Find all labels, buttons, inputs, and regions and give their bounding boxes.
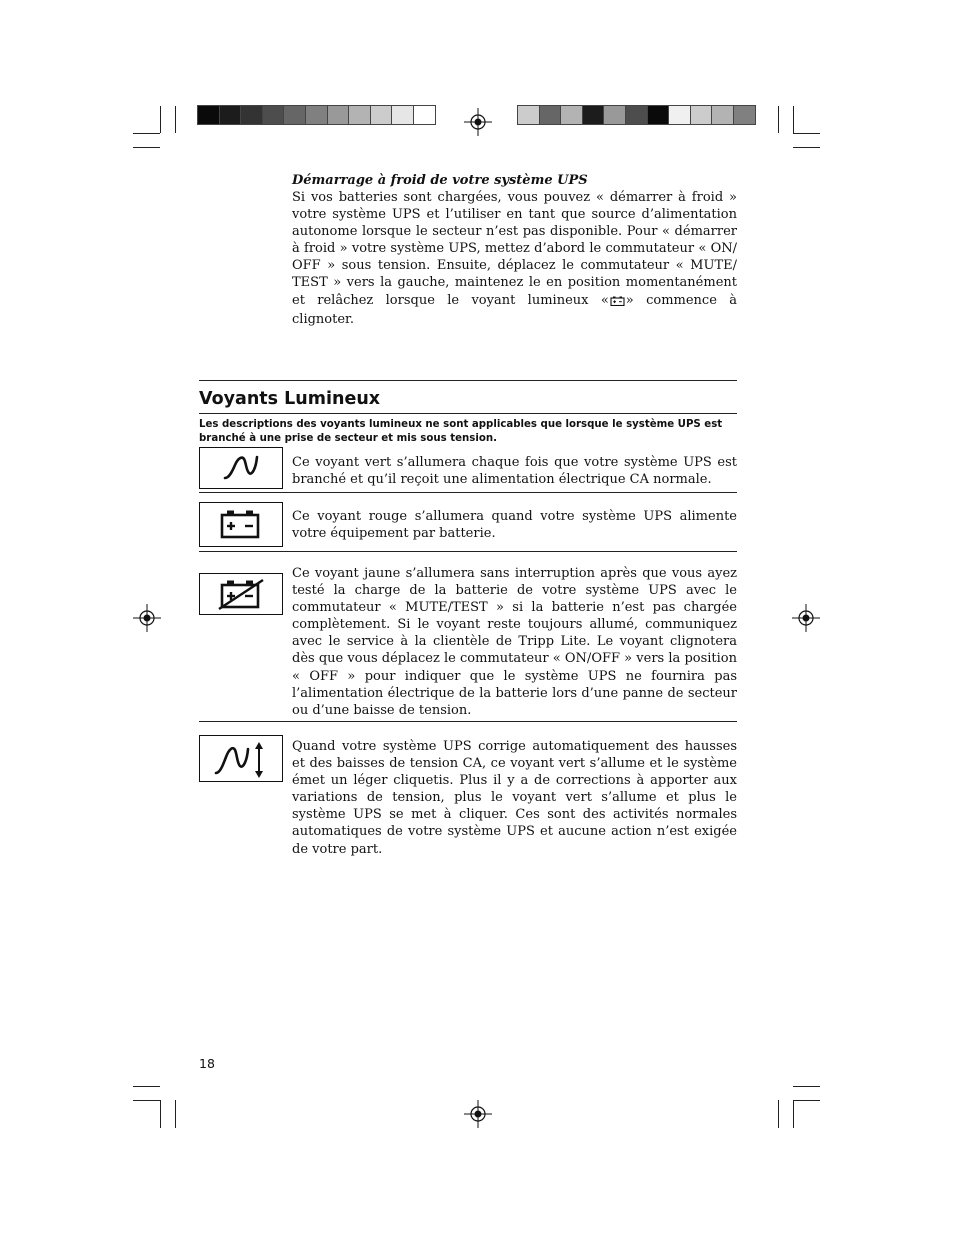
registration-mark-icon <box>792 604 820 632</box>
color-swatch <box>603 105 626 125</box>
color-swatch <box>690 105 713 125</box>
crop-mark <box>778 1100 779 1128</box>
crop-mark <box>793 147 820 148</box>
color-swatch <box>240 105 263 125</box>
led-icon-box <box>199 573 283 615</box>
led-description: Ce voyant jaune s’allumera sans interruption après que vous ayez testé la charge de la batterie de votre système UPS avec le commutateur « MUTE/TEST » si la batterie n’est pas chargée complètement. Si le voyant reste toujours allumé, communiquez avec le service à la clientèle de Tripp Lite. Le voyant clignotera dès que vous déplacez le commutateur « ON/OFF » vers la position « OFF » pour indiquer que le système UPS ne fournira pas l’alimentation électrique de la batterie lors d’une panne de secteur ou d’une baisse de tension. <box>292 566 737 718</box>
page-number: 18 <box>199 1056 215 1071</box>
crop-mark <box>793 1100 820 1101</box>
crop-mark <box>793 106 794 133</box>
color-swatch <box>539 105 562 125</box>
registration-mark-icon <box>464 1100 492 1128</box>
section-rule-top <box>199 380 737 381</box>
color-swatch <box>262 105 285 125</box>
sine-wave-arrow-icon <box>212 739 270 779</box>
led-description: Ce voyant vert s’allumera chaque fois que votre système UPS est branché et qu’il reçoit une alimentation électrique CA normale. <box>292 455 737 488</box>
sine-wave-icon <box>219 451 263 485</box>
led-description: Quand votre système UPS corrige automatiquement des hausses et des baisses de tension CA, ce voyant vert s’allume et le système émet un léger cliquetis. Plus il y a de corrections à apporter aux variations de tension, plus le voyant vert s’allume et plus le système UPS se met à cliquer. Ces sont des activités normales automatiques de votre système UPS et aucune action n’est exigée de votre part. <box>292 739 737 857</box>
crop-mark <box>133 1086 160 1087</box>
color-swatch <box>305 105 328 125</box>
color-swatch <box>560 105 583 125</box>
intro-body-text-end: » commence à clignoter. <box>292 292 737 327</box>
led-description: Ce voyant rouge s’allumera quand votre système UPS alimente votre équipement par batterie. <box>292 509 737 542</box>
color-swatch <box>625 105 648 125</box>
section-title: Voyants Lumineux <box>199 389 381 409</box>
crop-mark <box>793 1086 820 1087</box>
registration-mark-icon <box>133 604 161 632</box>
color-swatch <box>391 105 414 125</box>
led-divider <box>199 721 737 722</box>
color-swatch <box>370 105 393 125</box>
crop-mark <box>778 106 779 133</box>
section-rule-bottom <box>199 413 737 414</box>
crop-mark <box>175 106 176 133</box>
color-swatch <box>348 105 371 125</box>
intro-title: Démarrage à froid de votre système UPS <box>292 173 588 188</box>
color-swatch <box>582 105 605 125</box>
crop-mark <box>175 1100 176 1128</box>
led-icon-box <box>199 502 283 547</box>
registration-mark-icon <box>464 108 492 136</box>
color-swatch <box>413 105 436 125</box>
color-swatch <box>517 105 540 125</box>
crop-mark <box>133 133 160 134</box>
color-swatch <box>668 105 691 125</box>
crop-mark <box>133 1100 160 1101</box>
section-description: Les descriptions des voyants lumineux ne sont applicables que lorsque le système UPS est branché à une prise de secteur et mis sous tension. <box>199 419 723 444</box>
crop-mark <box>793 1100 794 1128</box>
battery-icon <box>219 509 263 541</box>
led-icon-box <box>199 447 283 489</box>
crop-mark <box>160 106 161 133</box>
color-swatch <box>197 105 220 125</box>
battery-icon <box>610 294 625 311</box>
color-swatch <box>733 105 756 125</box>
color-swatch <box>711 105 734 125</box>
led-icon-box <box>199 735 283 782</box>
intro-body <box>292 189 737 328</box>
led-divider <box>199 551 737 552</box>
intro-body-text: Si vos batteries sont chargées, vous pouvez « démarrer à froid » votre système UPS et l’utiliser en tant que source d’alimentation autonome lorsque le secteur n’est pas disponible. Pour « démarrer à froid » votre système UPS, mettez d’abord le commutateur « ON/ OFF » sous tension. Ensuite, déplacez le commutateur « MUTE/ TEST » vers la gauche, maintenez le en position momentanément et relâchez lorsque le voyant lumineux « <box>292 190 737 308</box>
color-swatch <box>283 105 306 125</box>
led-divider <box>199 492 737 493</box>
crop-mark <box>160 1100 161 1128</box>
battery-slash-icon <box>217 577 265 611</box>
crop-mark <box>793 133 820 134</box>
color-swatch <box>327 105 350 125</box>
crop-mark <box>133 147 160 148</box>
color-swatch <box>219 105 242 125</box>
color-swatch <box>647 105 670 125</box>
